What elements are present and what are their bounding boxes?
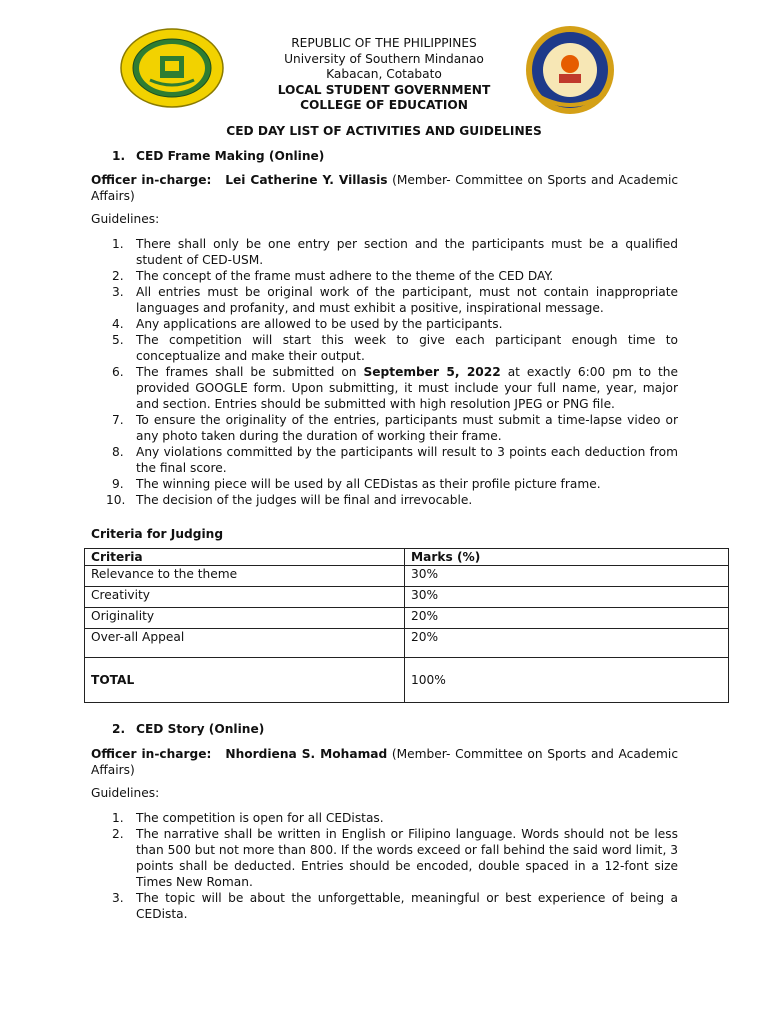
list-item-number: 1. [112, 237, 124, 251]
section1-title-text: CED Frame Making (Online) [136, 149, 325, 163]
section2-guidelines-list [91, 810, 678, 922]
criteria-header-criteria: Criteria [85, 549, 405, 566]
list-item-text: Any applications are allowed to be used by the participants. [136, 317, 503, 331]
usm-seal-logo [120, 28, 224, 108]
section1-number: 1. [112, 149, 126, 163]
list-item [91, 810, 678, 826]
criteria-cell: Originality [85, 608, 405, 629]
criteria-header-row [85, 549, 729, 566]
list-item [91, 316, 678, 332]
list-item-number: 3. [112, 285, 124, 299]
document-title: CED DAY LIST OF ACTIVITIES AND GUIDELINES [226, 124, 542, 138]
section1-officer-label: Officer in-charge: [91, 173, 212, 187]
list-item-number: 2. [112, 269, 124, 283]
list-item [91, 444, 678, 476]
total-row [85, 658, 729, 703]
section2-officer-label: Officer in-charge: [91, 747, 212, 761]
header-lsg: LOCAL STUDENT GOVERNMENT [277, 82, 491, 97]
list-item-text-cont: at exactly 6:00 pm to the provided GOOGLE form. Upon submitting, it must include your full name, year, major and section. Entries should be submitted with high resolution JPEG or PNG file. [136, 365, 678, 411]
section1-officer-role: (Member- Committee on Sports and Academic Affairs) [91, 173, 679, 203]
section2-number: 2. [112, 722, 126, 736]
list-item [91, 284, 678, 316]
total-label: TOTAL [85, 658, 405, 703]
section1-guidelines-list [91, 236, 678, 508]
table-row [85, 608, 729, 629]
header-college: COLLEGE OF EDUCATION [300, 98, 468, 112]
list-item [91, 412, 678, 444]
total-value: 100% [405, 658, 729, 703]
list-item-number: 8. [112, 445, 124, 459]
list-item-number: 2. [112, 827, 124, 841]
list-item [91, 268, 678, 284]
list-item-text: The winning piece will be used by all CEDistas as their profile picture frame. [136, 477, 601, 491]
header-republic: REPUBLIC OF THE PHILIPPINES [291, 36, 477, 50]
list-item [91, 476, 678, 492]
header-location: Kabacan, Cotabato [326, 67, 442, 81]
criteria-cell: Relevance to the theme [85, 566, 405, 587]
list-item-emphasis: September 5, 2022 [363, 365, 501, 379]
criteria-header-marks: Marks (%) [405, 549, 729, 566]
list-item-text: The decision of the judges will be final and irrevocable. [136, 493, 473, 507]
section1-title [112, 149, 324, 163]
section2-officer [91, 746, 678, 778]
section2-title [112, 722, 264, 736]
section1-officer [91, 172, 678, 204]
section2-title-text: CED Story (Online) [136, 722, 265, 736]
table-row [85, 566, 729, 587]
section2-officer-role: (Member- Committee on Sports and Academic Affairs) [91, 747, 679, 777]
list-item [91, 492, 678, 508]
list-item-number: 4. [112, 317, 124, 331]
list-item-text: To ensure the originality of the entries, participants must submit a time-lapse video or any photo taken during the duration of working their frame. [136, 413, 678, 443]
list-item [91, 332, 678, 364]
marks-cell: 30% [405, 587, 729, 608]
document-header [224, 36, 544, 114]
list-item-text: The concept of the frame must adhere to the theme of the CED DAY. [136, 269, 554, 283]
list-item-number: 3. [112, 891, 124, 905]
list-item-number: 5. [112, 333, 124, 347]
marks-cell: 20% [405, 629, 729, 658]
list-item-number: 9. [112, 477, 124, 491]
header-university: University of Southern Mindanao [284, 51, 484, 66]
list-item-text: The competition will start this week to give each participant enough time to conceptualize and make their output. [136, 333, 678, 363]
list-item-text: The topic will be about the unforgettable, meaningful or best experience of being a CEDista. [136, 891, 678, 921]
list-item-text: The frames shall be submitted on [136, 365, 364, 379]
list-item [91, 890, 678, 922]
list-item-number: 1. [112, 811, 124, 825]
criteria-cell: Over-all Appeal [85, 629, 405, 658]
criteria-cell: Creativity [85, 587, 405, 608]
table-row [85, 629, 729, 658]
list-item-text: All entries must be original work of the participant, must not contain inappropriate languages and profanity, and must exhibit a positive, inspirational message. [136, 285, 678, 315]
list-item-number: 10. [106, 493, 126, 507]
section1-officer-name: Lei Catherine Y. Villasis [225, 173, 388, 187]
criteria-table [84, 548, 729, 703]
list-item-text: There shall only be one entry per section and the participants must be a qualified student of CED-USM. [136, 237, 678, 267]
list-item [91, 236, 678, 268]
list-item [91, 364, 678, 412]
list-item-text: Any violations committed by the participants will result to 3 points each deduction from the final score. [136, 445, 678, 475]
marks-cell: 20% [405, 608, 729, 629]
list-item-text: The narrative shall be written in English or Filipino language. Words should not be less than 500 but not more than 800. If the words exceed or fall behind the said word limit, 3 points shall be deducted. Entries should be encoded, double spaced in a 12-font size Times New Roman. [136, 827, 678, 889]
list-item-text: The competition is open for all CEDistas. [136, 811, 384, 825]
section2-officer-name: Nhordiena S. Mohamad [225, 747, 388, 761]
marks-cell: 30% [405, 566, 729, 587]
list-item-number: 7. [112, 413, 124, 427]
section2-guidelines-label: Guidelines: [91, 786, 160, 800]
list-item [91, 826, 678, 890]
table-row [85, 587, 729, 608]
section1-guidelines-label: Guidelines: [91, 212, 160, 226]
list-item-number: 6. [112, 365, 124, 379]
criteria-label: Criteria for Judging [91, 527, 224, 541]
